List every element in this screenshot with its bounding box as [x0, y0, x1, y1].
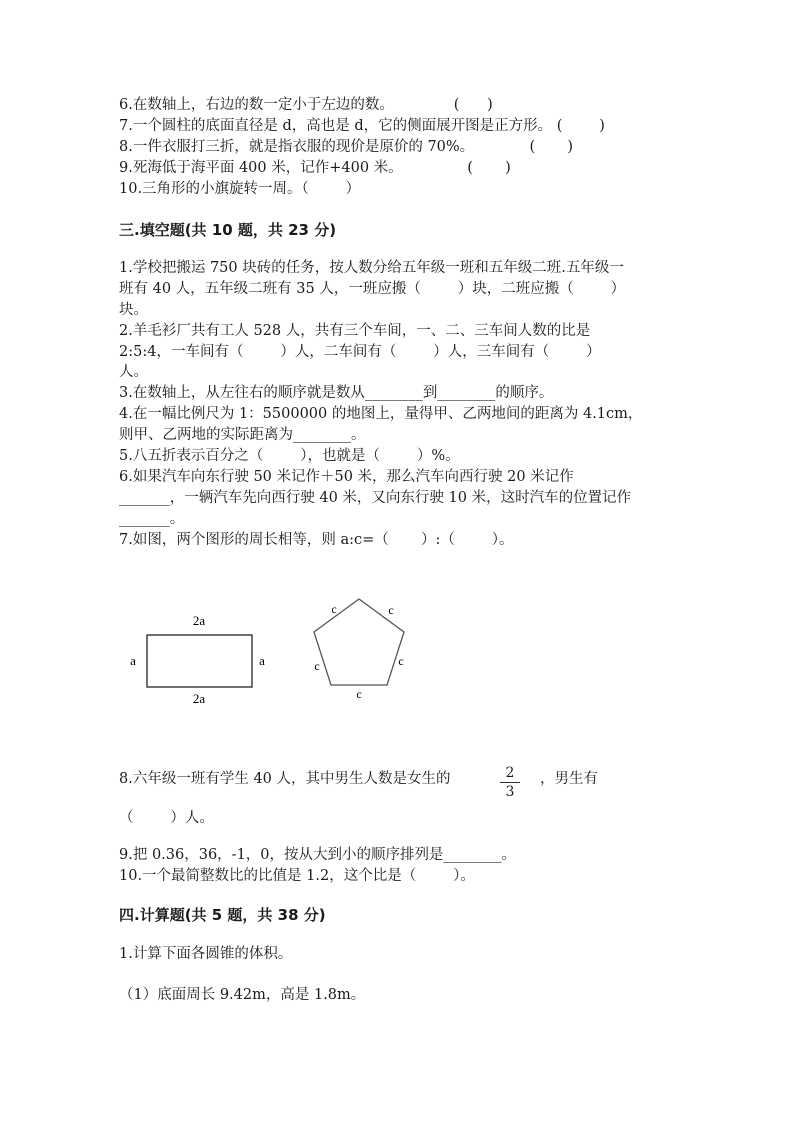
fill-q3: 3.在数轴上，从左往右的顺序就是数从________到________的顺序。	[119, 385, 554, 401]
pent-label-bottom: c	[356, 687, 362, 701]
pent-label-left: c	[314, 659, 320, 673]
rect-right-label: a	[259, 653, 265, 668]
calc-section-heading: 四.计算题(共 5 题，共 38 分)	[119, 906, 326, 924]
fill-q2-line2: 2:5:4，一车间有（ ）人，二车间有（ ）人，三车间有（ ）	[119, 344, 601, 360]
fill-q4-line2: 则甲、乙两地的实际距离为________。	[119, 427, 366, 443]
fill-q6-line3: _______。	[119, 511, 185, 527]
pent-label-top-left: c	[331, 602, 337, 616]
fill-q6-line1: 6.如果汽车向东行驶 50 米记作＋50 米，那么汽车向西行驶 20 米记作	[119, 469, 574, 485]
rectangle-shape	[147, 635, 252, 687]
judgement-item-7: 7.一个圆柱的底面直径是 d，高也是 d，它的侧面展开图是正方形。 ( )	[119, 118, 605, 134]
fill-q7: 7.如图，两个图形的周长相等，则 a:c=（ ）:（ ）。	[119, 532, 514, 548]
fraction-denominator: 3	[505, 784, 515, 800]
rect-bottom-label: 2a	[192, 691, 206, 706]
fill-q1-line3: 块。	[119, 302, 148, 318]
fraction-numerator: 2	[505, 765, 515, 781]
fill-q1-line1: 1.学校把搬运 750 块砖的任务，按人数分给五年级一班和五年级二班.五年级一	[119, 260, 624, 276]
judgement-item-10: 10.三角形的小旗旋转一周。（ ）	[119, 181, 361, 197]
judgement-item-9: 9.死海低于海平面 400 米，记作+400 米。 ( )	[119, 160, 511, 176]
pent-label-right: c	[398, 654, 404, 668]
fill-q2-line3: 人。	[119, 364, 148, 380]
calc-q1-sub1: （1）底面周长 9.42m，高是 1.8m。	[119, 987, 366, 1003]
fill-section-heading: 三.填空题(共 10 题，共 23 分)	[119, 221, 337, 239]
fill-q8-after: ，男生有	[540, 771, 598, 787]
perimeter-figure	[0, 590, 794, 720]
judgement-item-6: 6.在数轴上，右边的数一定小于左边的数。 ( )	[119, 97, 493, 113]
fill-q8-line2: （ ）人。	[119, 810, 214, 826]
fraction-bar	[500, 782, 520, 783]
rect-top-label: 2a	[192, 613, 206, 628]
calc-q1: 1.计算下面各圆锥的体积。	[119, 946, 293, 962]
judgement-item-8: 8.一件衣服打三折，就是指衣服的现价是原价的 70%。 ( )	[119, 139, 574, 155]
fill-q2-line1: 2.羊毛衫厂共有工人 528 人，共有三个车间，一、二、三车间人数的比是	[119, 323, 591, 339]
fill-q5: 5.八五折表示百分之（ ），也就是（ ）%。	[119, 448, 460, 464]
fill-q10: 10.一个最简整数比的比值是 1.2，这个比是（ ）。	[119, 868, 475, 884]
rect-left-label: a	[130, 653, 136, 668]
fill-q1-line2: 班有 40 人，五年级二班有 35 人，一班应搬（ ）块，二班应搬（ ）	[119, 281, 626, 297]
pent-label-top-right: c	[388, 603, 394, 617]
fraction-two-thirds	[500, 765, 520, 800]
fill-q9: 9.把 0.36，36，-1，0，按从大到小的顺序排列是________。	[119, 847, 517, 863]
fill-q8-text: 8.六年级一班有学生 40 人，其中男生人数是女生的	[119, 771, 451, 787]
fill-q6-line2: _______，一辆汽车先向西行驶 40 米，又向东行驶 10 米，这时汽车的位置记作	[119, 490, 632, 506]
fill-q4-line1: 4.在一幅比例尺为 1：5500000 的地图上，量得甲、乙两地间的距离为 4.1cm，	[119, 406, 643, 422]
